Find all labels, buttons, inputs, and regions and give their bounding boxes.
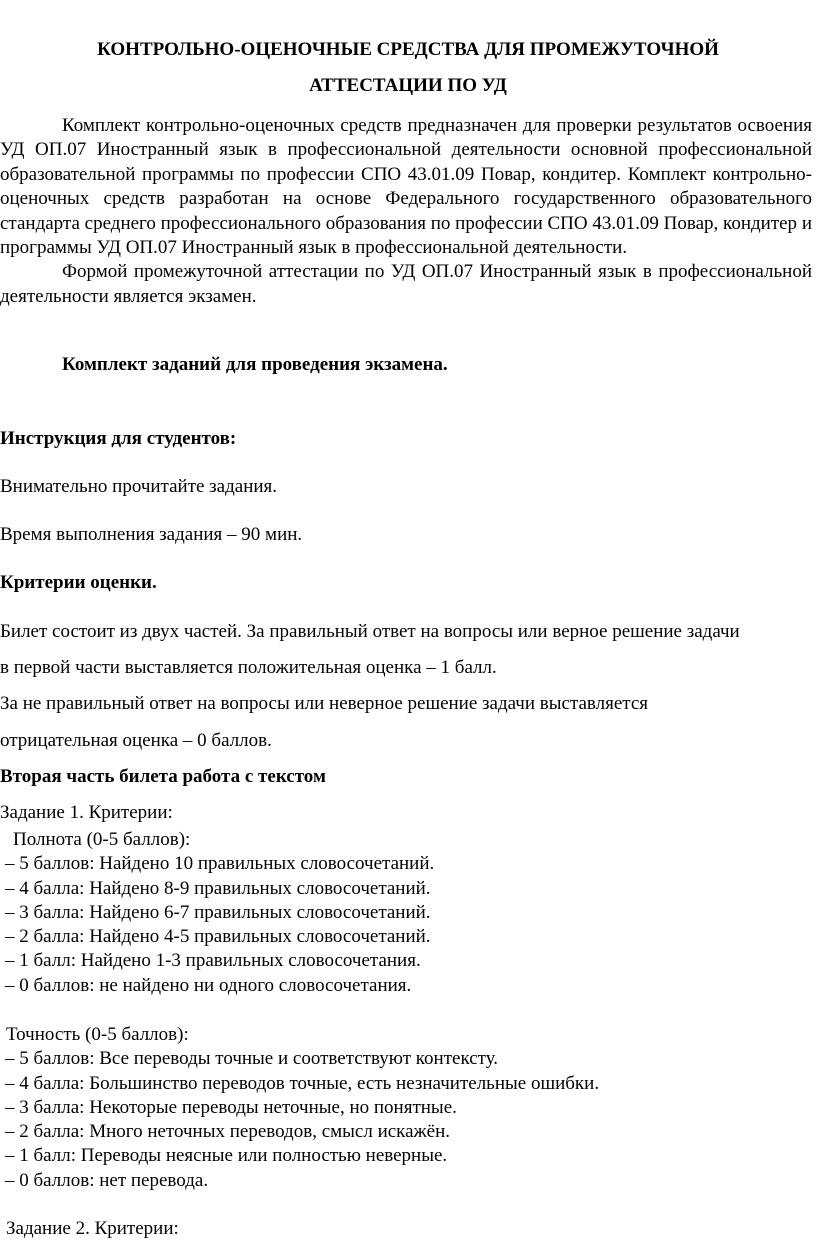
list-item: – 3 балла: Найдено 6-7 правильных словосочетаний. (5, 901, 431, 923)
criteria-line-1: Билет состоит из двух частей. За правильный ответ на вопросы или верное решение задачи (0, 621, 740, 642)
intro-section (0, 114, 812, 309)
list-item: – 5 баллов: Найдено 10 правильных словосочетаний. (5, 853, 435, 875)
list-item: – 4 балла: Большинство переводов точные, есть незначительные ошибки. (5, 1072, 600, 1094)
page-title-line-2: АТТЕСТАЦИИ ПО УД (309, 75, 507, 96)
page-title-line-1: КОНТРОЛЬНО-ОЦЕНОЧНЫЕ СРЕДСТВА ДЛЯ ПРОМЕЖУТОЧНОЙ (97, 39, 719, 60)
completeness-block (0, 828, 434, 998)
accuracy-block (0, 1023, 599, 1193)
intro-paragraph-1: Комплект контрольно-оценочных средств предназначен для проверки результатов освоения УД ОП.07 Иностранный язык в профессиональной деятельности основной профессиональной образовательной программы по профессии СПО 43.01.09 Повар, кондитер. Комплект контрольно-оценочных средств разработан на основе Федерального государственного образовательного стандарта среднего профессионального образования по профессии СПО 43.01.09 Повар, кондитер и программы УД ОП.07 Иностранный язык в профессиональной деятельности. (0, 115, 812, 259)
intro-paragraph-2: Формой промежуточной аттестации по УД ОП.07 Иностранный язык в профессиональной деятельности является экзамен. (0, 261, 812, 307)
criteria-line-3: За не правильный ответ на вопросы или неверное решение задачи выставляется (0, 693, 649, 714)
accuracy-title: Точность (0-5 баллов): (6, 1024, 189, 1045)
completeness-title: Полнота (0-5 баллов): (13, 829, 191, 850)
criteria-line-4: отрицательная оценка – 0 баллов. (0, 730, 272, 751)
list-item: – 2 балла: Много неточных переводов, смысл искажён. (5, 1121, 451, 1143)
task2-heading: Задание 2. Критерии: (6, 1218, 179, 1239)
exam-heading: Комплект заданий для проведения экзамена. (62, 354, 448, 375)
list-item: – 3 балла: Некоторые переводы неточные, но понятные. (5, 1096, 457, 1118)
instructions-time: Время выполнения задания – 90 мин. (0, 524, 303, 545)
list-item: – 4 балла: Найдено 8-9 правильных словосочетаний. (5, 877, 431, 899)
instructions-read: Внимательно прочитайте задания. (0, 476, 278, 497)
list-item: – 1 балл: Переводы неясные или полностью неверные. (5, 1145, 448, 1167)
part2-heading: Вторая часть билета работа с текстом (0, 766, 326, 787)
list-item: – 5 баллов: Все переводы точные и соответствуют контексту. (5, 1048, 499, 1070)
criteria-line-2: в первой части выставляется положительная оценка – 1 балл. (0, 657, 497, 678)
instructions-heading: Инструкция для студентов: (0, 428, 237, 449)
list-item: – 0 баллов: не найдено ни одного словосочетания. (5, 974, 412, 996)
list-item: – 2 балла: Найдено 4-5 правильных словосочетаний. (5, 926, 431, 948)
list-item: – 0 баллов: нет перевода. (5, 1169, 209, 1191)
criteria-heading: Критерии оценки. (0, 572, 157, 593)
list-item: – 1 балл: Найдено 1-3 правильных словосочетания. (5, 950, 421, 972)
task1-heading: Задание 1. Критерии: (0, 802, 173, 823)
